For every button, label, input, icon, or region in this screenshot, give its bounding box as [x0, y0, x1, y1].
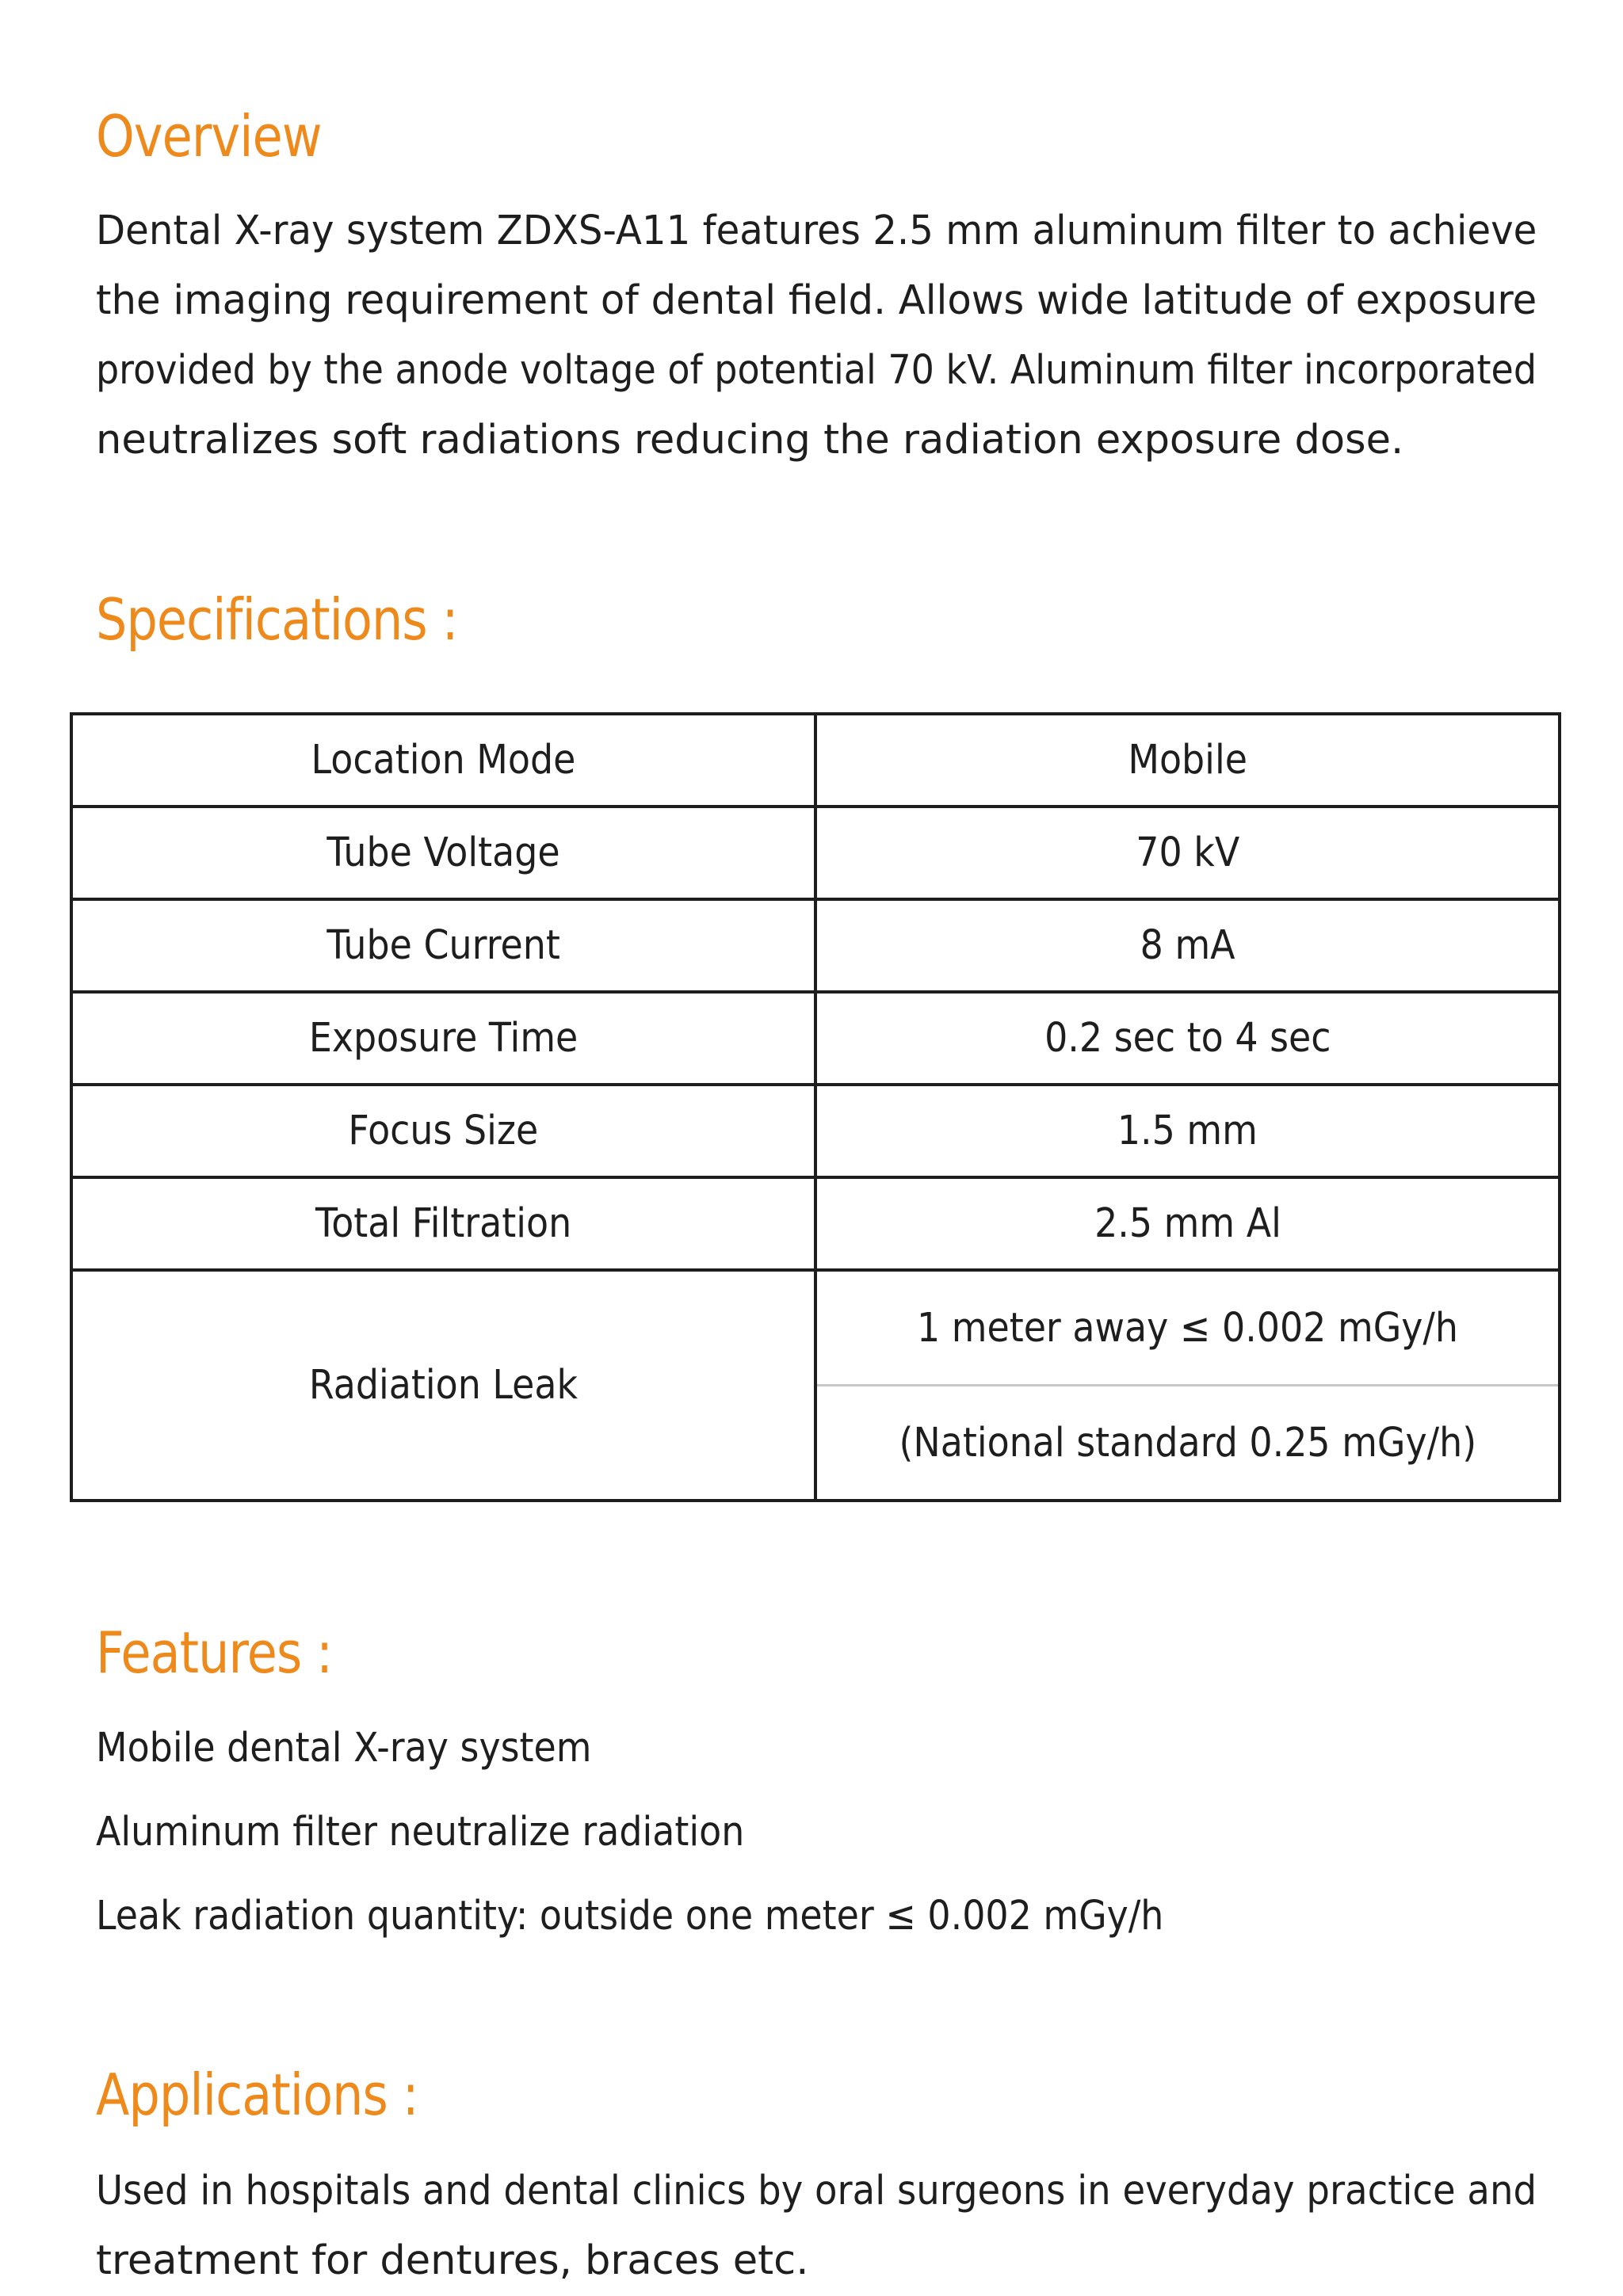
- overview-paragraph: [96, 196, 1537, 475]
- spec-value: 1.5 mm: [815, 1085, 1560, 1177]
- feature-item: Leak radiation quantity: outside one meter ≤ 0.002 mGy/h: [96, 1893, 1164, 1939]
- spec-value: 8 mA: [815, 899, 1560, 992]
- spec-value: Mobile: [815, 714, 1560, 807]
- overview-heading: Overview: [96, 103, 322, 170]
- table-row: [71, 807, 1560, 899]
- features-heading: Features :: [96, 1619, 333, 1686]
- table-row: [71, 1177, 1560, 1270]
- specifications-table: [70, 712, 1561, 1502]
- spec-label: Tube Voltage: [71, 807, 815, 899]
- table-row: [71, 992, 1560, 1085]
- spec-label: Location Mode: [71, 714, 815, 807]
- spec-value-group: [815, 1270, 1560, 1501]
- applications-paragraph: [96, 2157, 1537, 2296]
- applications-line: Used in hospitals and dental clinics by oral surgeons in everyday practice and: [96, 2168, 1537, 2214]
- table-row: [71, 714, 1560, 807]
- overview-line: neutralizes soft radiations reducing the radiation exposure dose.: [96, 417, 1404, 463]
- specifications-heading: Specifications :: [96, 586, 458, 653]
- applications-line: treatment for dentures, braces etc.: [96, 2237, 809, 2284]
- spec-label: Total Filtration: [71, 1177, 815, 1270]
- overview-line: the imaging requirement of dental field. Allows wide latitude of exposure: [96, 277, 1537, 324]
- table-row: [71, 1085, 1560, 1177]
- spec-value: 0.2 sec to 4 sec: [815, 992, 1560, 1085]
- spec-label: Exposure Time: [71, 992, 815, 1085]
- spec-value: 2.5 mm Al: [815, 1177, 1560, 1270]
- applications-heading: Applications :: [96, 2061, 418, 2128]
- table-row: [71, 899, 1560, 992]
- feature-item: Aluminum filter neutralize radiation: [96, 1809, 745, 1855]
- spec-label: Radiation Leak: [71, 1270, 815, 1501]
- leak-national-standard: (National standard 0.25 mGy/h): [899, 1419, 1476, 1466]
- spec-label: Tube Current: [71, 899, 815, 992]
- overview-line: Dental X-ray system ZDXS-A11 features 2.5 mm aluminum filter to achieve: [96, 208, 1537, 254]
- spec-value: 70 kV: [815, 807, 1560, 899]
- table-row-radiation-leak: [71, 1270, 1560, 1501]
- spec-label: Focus Size: [71, 1085, 815, 1177]
- feature-item: Mobile dental X-ray system: [96, 1725, 592, 1772]
- overview-line: provided by the anode voltage of potential 70 kV. Aluminum filter incorporated: [96, 347, 1537, 394]
- leak-value: 1 meter away ≤ 0.002 mGy/h: [817, 1272, 1558, 1386]
